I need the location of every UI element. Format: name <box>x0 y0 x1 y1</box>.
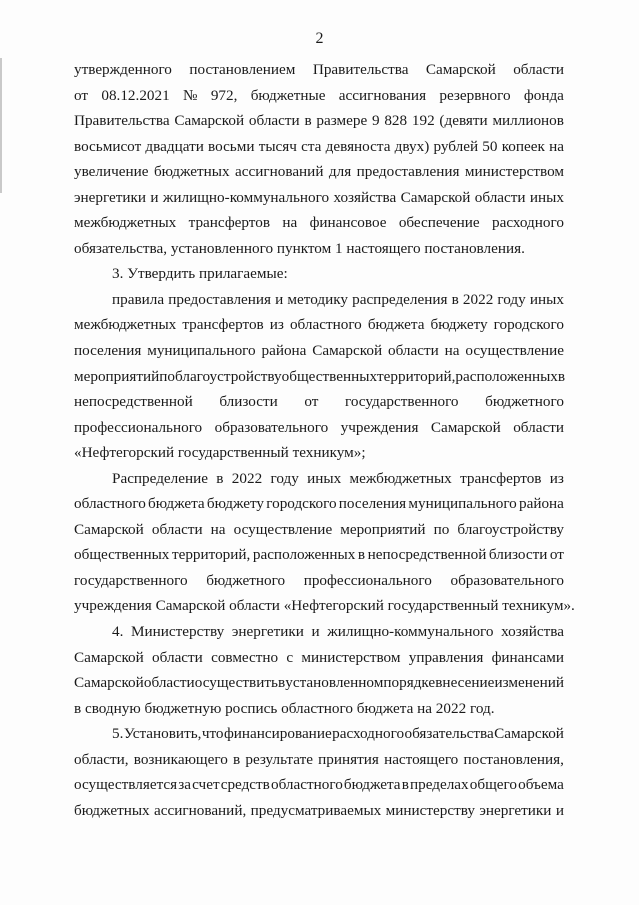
text-line: от 08.12.2021 № 972, бюджетные ассигнования резервного фонда <box>74 86 564 104</box>
text-line: межбюджетных трансфертов из областного бюджета бюджету городского <box>74 316 564 334</box>
text-line: осуществляется за счет средств областного бюджета в пределах общего объема <box>74 776 564 794</box>
text-line: восьмисот двадцати восьми тысяч ста девяноста двух) рублей 50 копеек на <box>74 137 564 155</box>
text-line: 3. Утвердить прилагаемые: <box>112 265 288 283</box>
page-number: 2 <box>315 30 324 47</box>
paragraph <box>74 721 564 823</box>
scan-margin-mark <box>0 58 2 193</box>
text-line: государственного бюджетного профессионального образовательного <box>74 571 564 589</box>
text-line: «Нефтегорский государственный техникум»; <box>74 444 366 462</box>
text-line: правила предоставления и методику распределения в 2022 году иных <box>112 290 564 308</box>
text-line: 4. Министерству энергетики и жилищно-коммунального хозяйства <box>112 623 564 641</box>
text-line: утвержденного постановлением Правительства Самарской области <box>74 61 564 78</box>
text-line: области, возникающего в результате принятия настоящего постановления, <box>74 750 564 768</box>
text-line: Самарской области на осуществление мероприятий по благоустройству <box>74 520 564 538</box>
text-line: 5. Установить, что финансирование расходного обязательства Самарской <box>112 725 564 743</box>
text-line: Правительства Самарской области в размере 9 828 192 (девяти миллионов <box>74 112 564 130</box>
text-line: обязательства, установленного пунктом 1 настоящего постановления. <box>74 239 525 257</box>
text-line: увеличение бюджетных ассигнований для предоставления министерством <box>74 163 564 181</box>
paragraph <box>74 261 564 287</box>
text-line: общественных территорий, расположенных в непосредственной близости от <box>74 546 564 564</box>
paragraph <box>74 287 564 466</box>
paragraph <box>74 466 575 619</box>
document-body <box>74 57 575 823</box>
text-line: Самарской области осуществить в установленном порядке внесение изменений <box>74 674 564 692</box>
text-line: межбюджетных трансфертов на финансовое обеспечение расходного <box>74 214 564 232</box>
text-line: Распределение в 2022 году иных межбюджетных трансфертов из <box>112 469 564 487</box>
text-line: мероприятий по благоустройству общественных территорий, расположенных в <box>74 367 566 385</box>
paragraph <box>74 619 564 721</box>
text-line: областного бюджета бюджету городского поселения муниципального района <box>74 495 564 513</box>
text-line: непосредственной близости от государственного бюджетного <box>74 393 564 411</box>
text-line: бюджетных ассигнований, предусматриваемых министерству энергетики и <box>74 801 564 819</box>
text-line: профессионального образовательного учреждения Самарской области <box>74 418 564 436</box>
text-line: учреждения Самарской области «Нефтегорский государственный техникум». <box>74 597 575 615</box>
text-line: в сводную бюджетную роспись областного бюджета на 2022 год. <box>74 699 495 717</box>
text-line: энергетики и жилищно-коммунального хозяйства Самарской области иных <box>74 188 564 206</box>
text-line: поселения муниципального района Самарской области на осуществление <box>74 342 564 360</box>
paragraph <box>74 57 564 261</box>
text-line: Самарской области совместно с министерством управления финансами <box>74 648 564 666</box>
